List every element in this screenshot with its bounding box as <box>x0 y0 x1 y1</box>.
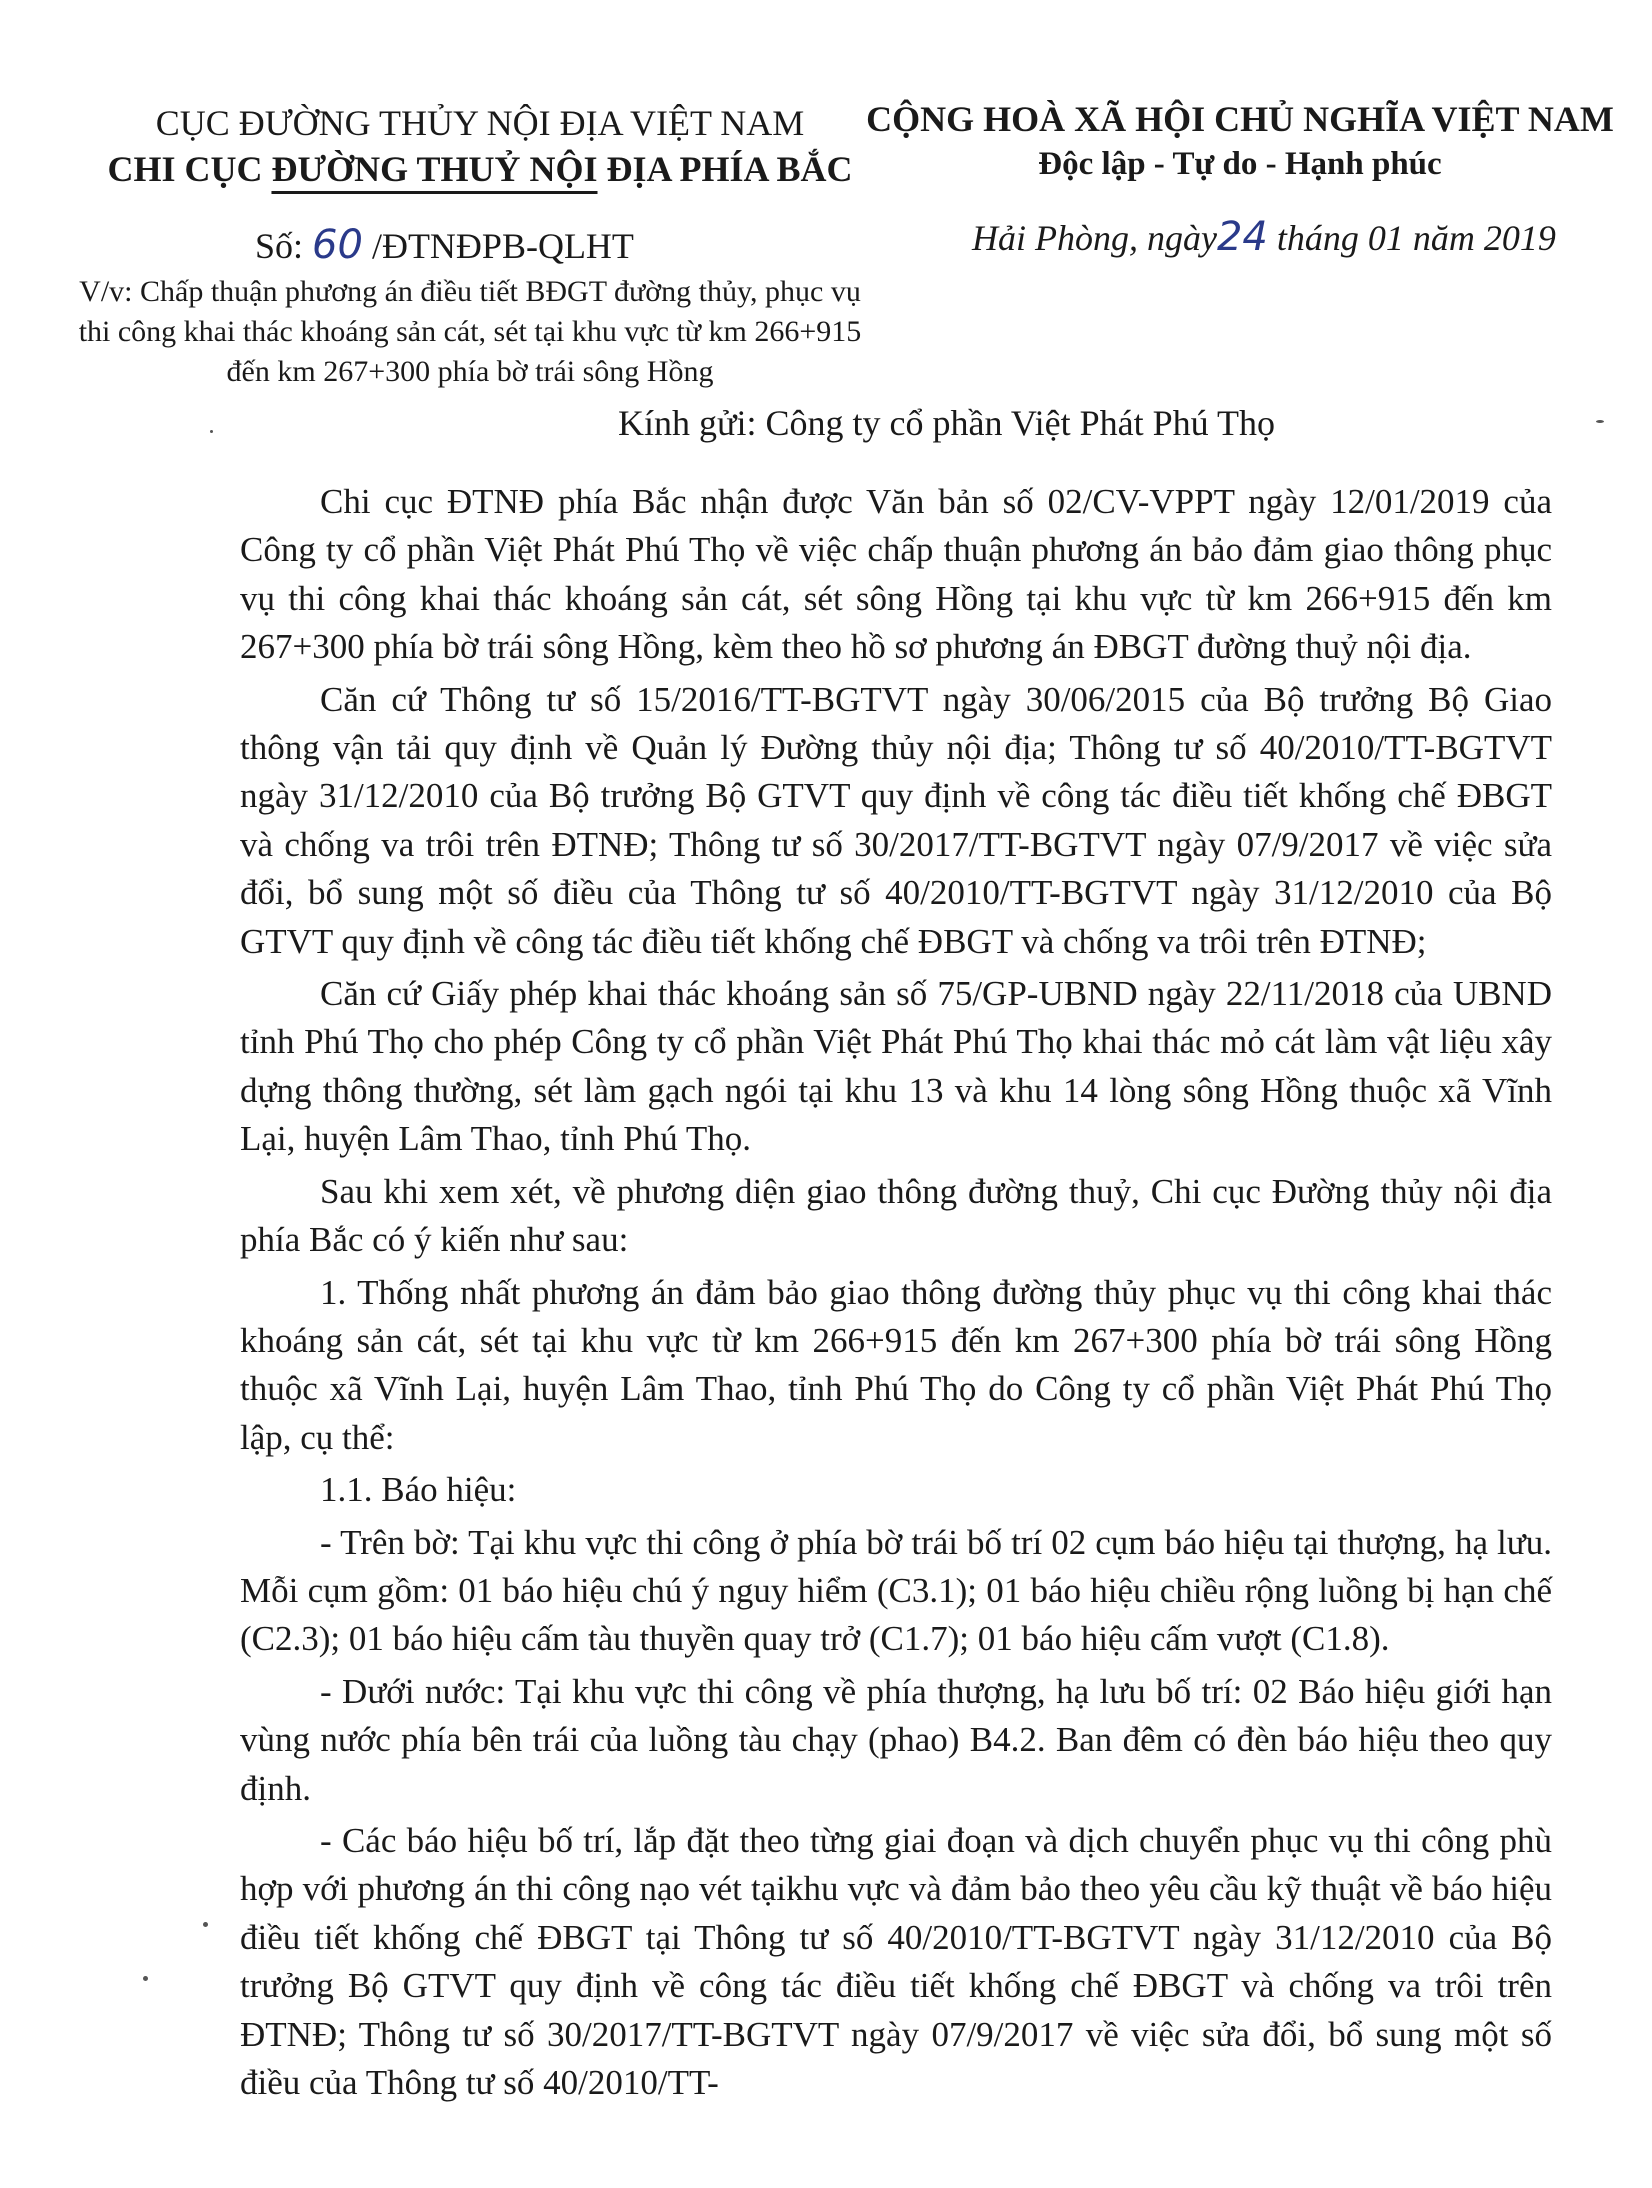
paragraph: 1. Thống nhất phương án đảm bảo giao thông đường thủy phục vụ thi công khai thác khoáng sản cát, sét tại khu vực từ km 266+915 đến km 267+300 phía bờ trái sông Hồng thuộc xã Vĩnh Lại, huyện Lâm Thao, tỉnh Phú Thọ do Công ty cổ phần Việt Phát Phú Thọ lập, cụ thể: <box>240 1272 1552 1457</box>
paragraph: - Dưới nước: Tại khu vực thi công về phía thượng, hạ lưu bố trí: 02 Báo hiệu giới hạn vùng nước phía bên trái của luồng tàu chạy (phao) B4.2. Ban đêm có đèn báo hiệu theo quy định. <box>240 1671 1552 1808</box>
paragraph: - Trên bờ: Tại khu vực thi công ở phía bờ trái bố trí 02 cụm báo hiệu tại thượng, hạ lưu. Mỗi cụm gồm: 01 báo hiệu chú ý nguy hiểm (C3.1); 01 báo hiệu chiều rộng luồng bị hạn chế (C2.3); 01 báo hiệu cấm tàu thuyền quay trở (C1.7); 01 báo hiệu cấm vượt (C1.8). <box>240 1522 1552 1659</box>
paragraph: Sau khi xem xét, về phương diện giao thông đường thuỷ, Chi cục Đường thủy nội địa phía Bắc có ý kiến như sau: <box>240 1171 1552 1260</box>
paragraph: Căn cứ Giấy phép khai thác khoáng sản số 75/GP-UBND ngày 22/11/2018 của UBND tỉnh Phú Thọ cho phép Công ty cổ phần Việt Phát Phú Thọ khai thác mỏ cát làm vật liệu xây dựng thông thường, sét làm gạch ngói tại khu 13 và khu 14 lòng sông Hồng thuộc xã Vĩnh Lại, huyện Lâm Thao, tỉnh Phú Thọ. <box>240 974 1552 1159</box>
subject-line: V/v: Chấp thuận phương án điều tiết BĐGT đường thủy, phục vụ thi công khai thác khoáng sản cát, sét tại khu vực từ km 266+915 đến km 267+300 phía bờ trái sông Hồng <box>78 275 862 388</box>
issuing-agency <box>80 100 880 192</box>
scan-speck <box>1596 420 1604 423</box>
paragraph: Căn cứ Thông tư số 15/2016/TT-BGTVT ngày 30/06/2015 của Bộ trưởng Bộ Giao thông vận tải quy định về Quản lý Đường thủy nội địa; Thông tư số 40/2010/TT-BGTVT ngày 31/12/2010 của Bộ trưởng Bộ GTVT quy định về công tác điều tiết khống chế ĐBGT và chống va trôi trên ĐTNĐ; Thông tư số 30/2017/TT-BGTVT ngày 07/9/2017 về việc sửa đổi, bổ sung một số điều của Thông tư số 40/2010/TT-BGTVT ngày 31/12/2010 của Bộ GTVT quy định về công tác điều tiết khống chế ĐBGT và chống va trôi trên ĐTNĐ; <box>240 679 1552 961</box>
agency-name-pre: CHI CỤC <box>107 149 272 189</box>
agency-name-underlined: ĐƯỜNG THUỶ NỘI <box>271 149 598 189</box>
paragraph: 1.1. Báo hiệu: <box>320 1470 517 1510</box>
scan-speck <box>143 1976 148 1981</box>
document-number <box>255 222 634 269</box>
agency-name <box>80 146 880 192</box>
number-prefix: Số: <box>255 226 313 266</box>
handwritten-number: 60 <box>312 222 363 268</box>
handwritten-day: 24 <box>1216 214 1268 260</box>
date-prefix: Hải Phòng, ngày <box>972 218 1217 258</box>
national-motto: Độc lập - Tự do - Hạnh phúc <box>1038 146 1442 182</box>
date-suffix: tháng 01 năm 2019 <box>1267 218 1556 258</box>
number-suffix: /ĐTNĐPB-QLHT <box>362 226 634 266</box>
letter-body <box>240 478 1552 2111</box>
recipient: Kính gửi: Công ty cổ phần Việt Phát Phú Thọ <box>618 403 1276 443</box>
nation-title: CỘNG HOÀ XÃ HỘI CHỦ NGHĨA VIỆT NAM <box>866 99 1614 139</box>
scan-speck <box>210 430 213 433</box>
place-date <box>972 214 1556 261</box>
agency-parent: CỤC ĐƯỜNG THỦY NỘI ĐỊA VIỆT NAM <box>155 103 805 143</box>
paragraph: Chi cục ĐTNĐ phía Bắc nhận được Văn bản số 02/CV-VPPT ngày 12/01/2019 của Công ty cổ phần Việt Phát Phú Thọ về việc chấp thuận phương án bảo đảm giao thông phục vụ thi công khai thác khoáng sản cát, sét sông Hồng tại khu vực từ km 266+915 đến km 267+300 phía bờ trái sông Hồng, kèm theo hồ sơ phương án ĐBGT đường thuỷ nội địa. <box>240 482 1552 667</box>
national-header <box>855 96 1625 186</box>
scan-speck <box>203 1922 208 1927</box>
agency-name-post: ĐỊA PHÍA BẮC <box>597 149 853 189</box>
paragraph: - Các báo hiệu bố trí, lắp đặt theo từng giai đoạn và dịch chuyển phục vụ thi công phù hợp với phương án thi công nạo vét tạikhu vực và đảm bảo theo yêu cầu kỹ thuật về báo hiệu điều tiết khống chế ĐBGT tại Thông tư số 40/2010/TT-BGTVT ngày 31/12/2010 của Bộ trưởng Bộ GTVT quy định về công tác điều tiết khống chế ĐBGT và chống va trôi trên ĐTNĐ; Thông tư số 30/2017/TT-BGTVT ngày 07/9/2017 về việc sửa đổi, bổ sung một số điều của Thông tư số 40/2010/TT- <box>240 1820 1552 2102</box>
